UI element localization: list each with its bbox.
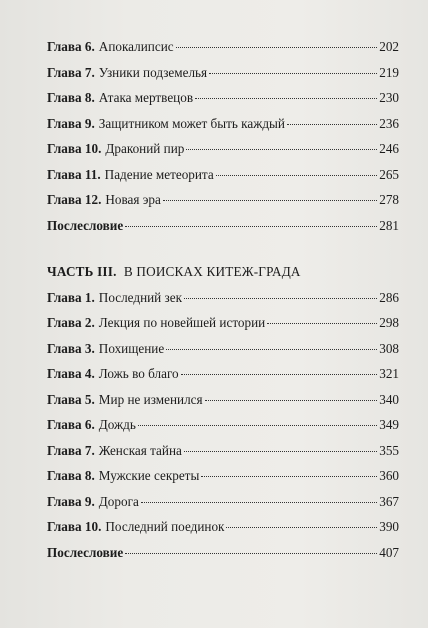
- chapter-title: Апокалипсис: [98, 39, 174, 54]
- chapter-label: Глава 10.: [47, 519, 102, 534]
- page-number: 407: [379, 544, 399, 560]
- toc-entry[interactable]: [47, 412, 399, 438]
- dot-leader: [176, 47, 378, 48]
- dot-leader: [125, 226, 377, 227]
- toc-entry[interactable]: [47, 111, 399, 137]
- toc-entry-afterword[interactable]: [47, 540, 399, 566]
- toc-entry[interactable]: [47, 514, 399, 540]
- chapter-label: Глава 2.: [47, 315, 95, 330]
- chapter-label: Глава 9.: [47, 493, 95, 509]
- chapter-title: Лекция по новейшей истории: [98, 315, 266, 330]
- dot-leader: [209, 73, 377, 74]
- part-heading: [47, 259, 399, 285]
- chapter-label: Глава 4.: [47, 366, 95, 381]
- chapter-label: Глава 12.: [47, 192, 102, 207]
- page-number: 349: [379, 417, 399, 432]
- chapter-label: Глава 6.: [47, 39, 95, 54]
- chapter-label: Глава 10.: [47, 141, 102, 156]
- page-number: 355: [379, 442, 399, 458]
- dot-leader: [138, 425, 377, 426]
- chapter-title: Защитником может быть каждый: [98, 115, 285, 131]
- chapter-title: Мужские секреты: [98, 468, 200, 483]
- page-number: 367: [379, 493, 399, 509]
- toc-entry-afterword[interactable]: [47, 213, 399, 239]
- dot-leader: [166, 349, 377, 350]
- afterword-label: Послесловие: [47, 217, 124, 233]
- chapter-title: Последний поединок: [105, 519, 225, 534]
- chapter-title: Драконий пир: [105, 141, 185, 156]
- dot-leader: [163, 200, 377, 201]
- page-number: 219: [379, 64, 399, 80]
- page-number: 298: [379, 315, 399, 330]
- page-number: 281: [379, 217, 399, 233]
- toc-entry[interactable]: [47, 336, 399, 362]
- toc-entry[interactable]: [47, 438, 399, 464]
- chapter-label: Глава 7.: [47, 64, 95, 80]
- dot-leader: [141, 502, 377, 503]
- toc-entry[interactable]: [47, 60, 399, 86]
- afterword-label: Послесловие: [47, 544, 124, 560]
- chapter-title: Женская тайна: [98, 442, 182, 458]
- part-label: ЧАСТЬ III.: [47, 264, 117, 279]
- chapter-title: Атака мертвецов: [98, 90, 194, 105]
- table-of-contents: [47, 34, 399, 565]
- toc-entry[interactable]: [47, 387, 399, 413]
- dot-leader: [186, 149, 377, 150]
- chapter-label: Глава 9.: [47, 115, 95, 131]
- toc-entry[interactable]: [47, 85, 399, 111]
- dot-leader: [184, 298, 377, 299]
- dot-leader: [125, 553, 377, 554]
- dot-leader: [267, 323, 377, 324]
- page-number: 390: [379, 519, 399, 534]
- dot-leader: [181, 374, 378, 375]
- page-number: 278: [379, 192, 399, 207]
- toc-entry[interactable]: [47, 489, 399, 515]
- chapter-label: Глава 7.: [47, 442, 95, 458]
- page-number: 321: [379, 366, 399, 381]
- chapter-label: Глава 11.: [47, 166, 101, 182]
- chapter-label: Глава 8.: [47, 90, 95, 105]
- chapter-title: Дорога: [98, 493, 139, 509]
- toc-entry[interactable]: [47, 285, 399, 311]
- chapter-title: Дождь: [98, 417, 136, 432]
- chapter-label: Глава 8.: [47, 468, 95, 483]
- chapter-label: Глава 5.: [47, 391, 95, 407]
- dot-leader: [195, 98, 377, 99]
- page-number: 308: [379, 340, 399, 356]
- page-number: 230: [379, 90, 399, 105]
- page-number: 286: [379, 289, 399, 305]
- page-number: 340: [379, 391, 399, 407]
- chapter-label: Глава 6.: [47, 417, 95, 432]
- chapter-title: Новая эра: [105, 192, 161, 207]
- page-number: 202: [379, 39, 399, 54]
- page-number: 236: [379, 115, 399, 131]
- toc-entry[interactable]: [47, 463, 399, 489]
- dot-leader: [205, 400, 378, 401]
- dot-leader: [287, 124, 377, 125]
- dot-leader: [226, 527, 377, 528]
- dot-leader: [201, 476, 377, 477]
- toc-entry[interactable]: [47, 310, 399, 336]
- chapter-title: Узники подземелья: [98, 64, 208, 80]
- page-number: 265: [379, 166, 399, 182]
- page-number: 360: [379, 468, 399, 483]
- chapter-title: Похищение: [98, 340, 165, 356]
- dot-leader: [216, 175, 378, 176]
- part-title: В ПОИСКАХ КИТЕЖ-ГРАДА: [123, 264, 301, 279]
- chapter-title: Последний зек: [98, 289, 183, 305]
- toc-entry[interactable]: [47, 187, 399, 213]
- toc-entry[interactable]: [47, 136, 399, 162]
- chapter-label: Глава 3.: [47, 340, 95, 356]
- dot-leader: [184, 451, 377, 452]
- chapter-title: Ложь во благо: [98, 366, 179, 381]
- page-number: 246: [379, 141, 399, 156]
- chapter-title: Мир не изменился: [98, 391, 203, 407]
- chapter-label: Глава 1.: [47, 289, 95, 305]
- toc-entry[interactable]: [47, 162, 399, 188]
- toc-entry[interactable]: [47, 361, 399, 387]
- toc-entry[interactable]: [47, 34, 399, 60]
- chapter-title: Падение метеорита: [104, 166, 214, 182]
